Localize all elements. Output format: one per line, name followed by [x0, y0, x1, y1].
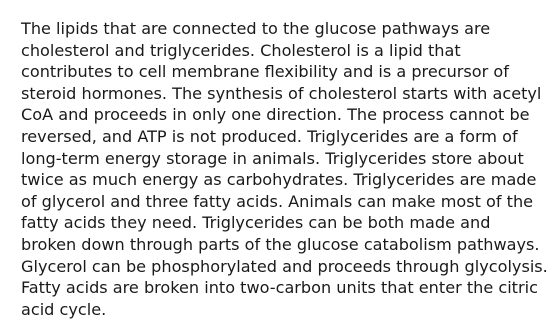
paragraph-line: Fatty acids are broken into two-carbon units that enter the citric: [21, 278, 538, 298]
paragraph-line: broken down through parts of the glucose catabolism pathways.: [21, 234, 540, 254]
paragraph-line: reversed, and ATP is not produced. Triglycerides are a form of: [21, 126, 518, 146]
paragraph-line: of glycerol and three fatty acids. Animals can make most of the: [21, 191, 534, 211]
paragraph-line: The lipids that are connected to the glucose pathways are: [21, 19, 491, 38]
paragraph-line: cholesterol and triglycerides. Cholesterol is a lipid that: [21, 40, 461, 60]
paragraph-line: twice as much energy as carbohydrates. Triglycerides are made: [21, 170, 537, 190]
paragraph-line: steroid hormones. The synthesis of cholesterol starts with acetyl: [21, 83, 542, 103]
paragraph-line: acid cycle.: [21, 299, 107, 319]
body-paragraph: [21, 18, 551, 320]
paragraph-line: contributes to cell membrane flexibility and is a precursor of: [21, 62, 509, 82]
paragraph-line: Glycerol can be phosphorylated and proceeds through glycolysis.: [21, 256, 548, 276]
paragraph-line: CoA and proceeds in only one direction. The process cannot be: [21, 105, 530, 125]
paragraph-line: fatty acids they need. Triglycerides can be both made and: [21, 213, 491, 233]
paragraph-line: long-term energy storage in animals. Triglycerides store about: [21, 148, 524, 168]
